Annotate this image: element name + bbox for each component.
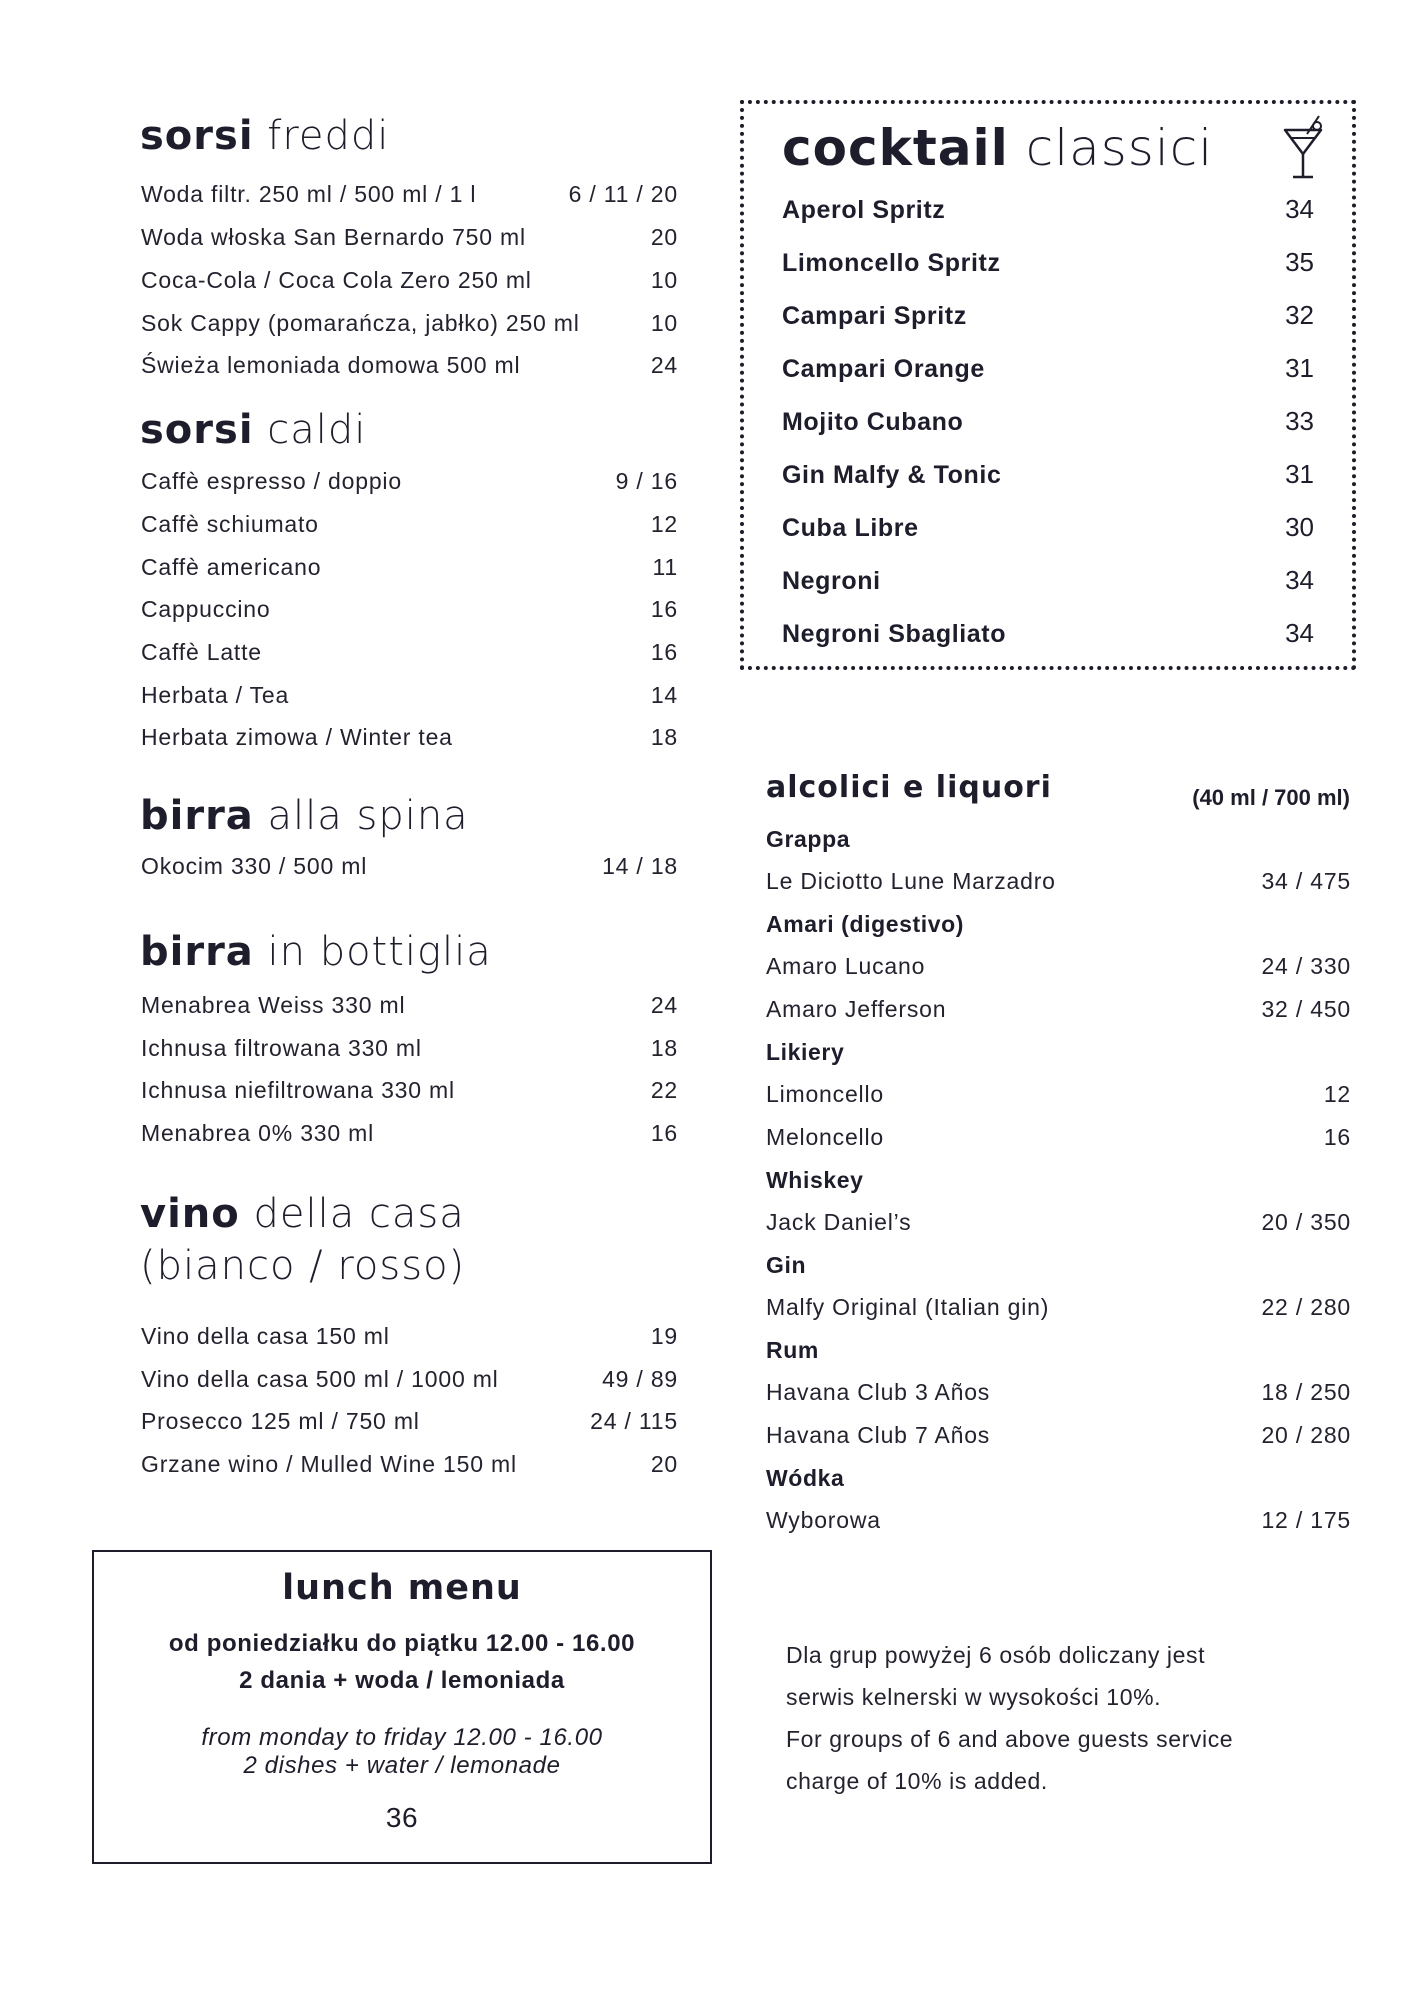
list-item xyxy=(766,1081,1351,1108)
item-price: 34 xyxy=(1285,618,1314,648)
item-price: 22 / 280 xyxy=(1261,1294,1351,1320)
item-name: Okocim 330 / 500 ml xyxy=(141,853,368,879)
item-price: 9 / 16 xyxy=(615,468,678,494)
list-item xyxy=(782,247,1314,278)
section-title-sorsi-freddi: sorsi freddi xyxy=(140,113,390,159)
item-name: Woda filtr. 250 ml / 500 ml / 1 l xyxy=(141,181,477,207)
lunch-title: lunch menu xyxy=(282,1568,522,1608)
cocktail-glass-icon xyxy=(1281,114,1325,189)
list-item xyxy=(766,953,1351,980)
list-item xyxy=(782,618,1314,649)
item-price: 16 xyxy=(650,1120,678,1146)
item-name: Świeża lemoniada domowa 500 ml xyxy=(141,352,521,378)
item-price: 34 xyxy=(1285,194,1314,224)
list-item xyxy=(141,468,678,495)
item-name: Cuba Libre xyxy=(782,514,919,542)
list-item xyxy=(766,1209,1351,1236)
item-price: 34 / 475 xyxy=(1261,868,1351,894)
list-item xyxy=(141,682,678,709)
item-name: Menabrea 0% 330 ml xyxy=(141,1120,375,1146)
list-item xyxy=(141,1408,678,1435)
item-name: Caffè americano xyxy=(141,554,322,580)
item-price: 14 xyxy=(650,682,678,708)
item-name: Gin Malfy & Tonic xyxy=(782,461,1002,489)
item-name: Havana Club 3 Años xyxy=(766,1379,991,1405)
list-item xyxy=(782,459,1314,490)
item-price: 16 xyxy=(1323,1124,1351,1150)
list-item xyxy=(782,353,1314,384)
list-item xyxy=(141,992,678,1019)
item-name: Negroni Sbagliato xyxy=(782,620,1007,648)
item-price: 6 / 11 / 20 xyxy=(568,181,678,207)
item-price: 14 / 18 xyxy=(602,853,678,879)
item-name: Negroni xyxy=(782,567,881,595)
item-price: 49 / 89 xyxy=(602,1366,678,1392)
item-name: Wyborowa xyxy=(766,1507,881,1533)
item-price: 12 xyxy=(650,511,678,537)
lunch-line-en-2: 2 dishes + water / lemonade xyxy=(243,1752,561,1779)
group-header: Grappa xyxy=(766,826,851,852)
list-item xyxy=(766,1379,1351,1406)
list-item xyxy=(766,1422,1351,1449)
list-item xyxy=(141,1323,678,1350)
item-price: 31 xyxy=(1285,353,1314,383)
list-item xyxy=(141,352,678,379)
item-name: Amaro Lucano xyxy=(766,953,926,979)
list-item xyxy=(766,1294,1351,1321)
item-name: Caffè Latte xyxy=(141,639,262,665)
item-price: 24 xyxy=(650,992,678,1018)
item-price: 19 xyxy=(650,1323,678,1349)
note-line: serwis kelnerski w wysokości 10%. xyxy=(786,1684,1162,1710)
item-name: Caffè schiumato xyxy=(141,511,319,537)
item-name: Limoncello Spritz xyxy=(782,249,1001,277)
group-header: Amari (digestivo) xyxy=(766,911,965,937)
item-price: 22 xyxy=(650,1077,678,1103)
item-name: Aperol Spritz xyxy=(782,196,946,224)
item-name: Mojito Cubano xyxy=(782,408,964,436)
list-item xyxy=(141,1120,678,1147)
item-price: 30 xyxy=(1285,512,1314,542)
item-price: 18 / 250 xyxy=(1261,1379,1351,1405)
list-item xyxy=(141,1451,678,1478)
item-price: 24 xyxy=(650,352,678,378)
unit-label: (40 ml / 700 ml) xyxy=(1192,785,1350,810)
item-name: Ichnusa filtrowana 330 ml xyxy=(141,1035,422,1061)
item-price: 24 / 330 xyxy=(1261,953,1351,979)
item-name: Prosecco 125 ml / 750 ml xyxy=(141,1408,420,1434)
list-item xyxy=(141,1077,678,1104)
item-name: Meloncello xyxy=(766,1124,884,1150)
list-item xyxy=(141,511,678,538)
section-title-cocktail: cocktail classici xyxy=(782,119,1214,177)
item-name: Jack Daniel’s xyxy=(766,1209,912,1235)
item-name: Malfy Original (Italian gin) xyxy=(766,1294,1050,1320)
item-name: Le Diciotto Lune Marzadro xyxy=(766,868,1056,894)
note-line: charge of 10% is added. xyxy=(786,1768,1048,1794)
item-price: 18 xyxy=(650,724,678,750)
list-item xyxy=(782,406,1314,437)
list-item xyxy=(141,224,678,251)
item-price: 20 xyxy=(650,1451,678,1477)
item-name: Campari Orange xyxy=(782,355,985,383)
note-line: For groups of 6 and above guests service xyxy=(786,1726,1234,1752)
item-price: 34 xyxy=(1285,565,1314,595)
item-price: 16 xyxy=(650,596,678,622)
list-item xyxy=(766,1124,1351,1151)
item-price: 11 xyxy=(652,554,678,580)
list-item xyxy=(782,194,1314,225)
item-price: 12 xyxy=(1323,1081,1351,1107)
item-price: 12 / 175 xyxy=(1261,1507,1351,1533)
list-item xyxy=(141,1035,678,1062)
list-item xyxy=(766,1507,1351,1534)
section-title-birra-spina: birra alla spina xyxy=(140,793,469,839)
item-price: 32 xyxy=(1285,300,1314,330)
list-item xyxy=(141,181,678,208)
item-name: Vino della casa 150 ml xyxy=(141,1323,390,1349)
list-item xyxy=(141,853,678,880)
item-price: 35 xyxy=(1285,247,1314,277)
list-item xyxy=(141,1366,678,1393)
item-price: 32 / 450 xyxy=(1261,996,1351,1022)
item-name: Grzane wino / Mulled Wine 150 ml xyxy=(141,1451,517,1477)
item-name: Herbata / Tea xyxy=(141,682,290,708)
group-header: Rum xyxy=(766,1337,819,1363)
lunch-line-en-1: from monday to friday 12.00 - 16.00 xyxy=(201,1724,603,1751)
item-name: Amaro Jefferson xyxy=(766,996,947,1022)
list-item xyxy=(782,565,1314,596)
item-price: 20 / 280 xyxy=(1261,1422,1351,1448)
item-name: Sok Cappy (pomarańcza, jabłko) 250 ml xyxy=(141,310,580,336)
lunch-price: 36 xyxy=(385,1802,419,1833)
cocktail-box xyxy=(740,100,1356,670)
note-line: Dla grup powyżej 6 osób doliczany jest xyxy=(786,1642,1206,1668)
item-price: 20 xyxy=(650,224,678,250)
item-price: 20 / 350 xyxy=(1261,1209,1351,1235)
section-title-birra-bottiglia: birra in bottiglia xyxy=(140,929,492,975)
list-item xyxy=(141,596,678,623)
section-title-alcolici: alcolici e liquori xyxy=(766,770,1052,805)
item-name: Campari Spritz xyxy=(782,302,967,330)
group-header: Whiskey xyxy=(766,1167,864,1193)
list-item xyxy=(141,554,678,581)
list-item xyxy=(766,868,1351,895)
item-price: 24 / 115 xyxy=(590,1408,678,1434)
item-price: 18 xyxy=(650,1035,678,1061)
item-name: Havana Club 7 Años xyxy=(766,1422,991,1448)
section-subtitle-vino: (bianco / rosso) xyxy=(140,1243,466,1289)
lunch-menu-box xyxy=(92,1550,712,1864)
group-header: Likiery xyxy=(766,1039,845,1065)
section-title-sorsi-caldi: sorsi caldi xyxy=(140,407,367,453)
list-item xyxy=(766,996,1351,1023)
item-price: 31 xyxy=(1285,459,1314,489)
service-charge-note xyxy=(786,1634,1326,1802)
group-header: Wódka xyxy=(766,1465,845,1491)
item-name: Limoncello xyxy=(766,1081,884,1107)
item-name: Vino della casa 500 ml / 1000 ml xyxy=(141,1366,499,1392)
item-name: Woda włoska San Bernardo 750 ml xyxy=(141,224,526,250)
item-name: Herbata zimowa / Winter tea xyxy=(141,724,453,750)
item-name: Coca-Cola / Coca Cola Zero 250 ml xyxy=(141,267,532,293)
list-item xyxy=(782,300,1314,331)
item-price: 10 xyxy=(650,267,678,293)
section-title-vino: vino della casa xyxy=(140,1191,465,1237)
item-price: 10 xyxy=(650,310,678,336)
list-item xyxy=(141,724,678,751)
item-name: Caffè espresso / doppio xyxy=(141,468,402,494)
group-header: Gin xyxy=(766,1252,807,1278)
lunch-line-pl-2: 2 dania + woda / lemoniada xyxy=(239,1667,565,1694)
list-item xyxy=(141,639,678,666)
item-name: Ichnusa niefiltrowana 330 ml xyxy=(141,1077,455,1103)
lunch-line-pl-1: od poniedziałku do piątku 12.00 - 16.00 xyxy=(168,1630,636,1657)
item-price: 33 xyxy=(1285,406,1314,436)
item-name: Menabrea Weiss 330 ml xyxy=(141,992,406,1018)
item-name: Cappuccino xyxy=(141,596,271,622)
list-item xyxy=(141,310,678,337)
list-item xyxy=(782,512,1314,543)
list-item xyxy=(141,267,678,294)
item-price: 16 xyxy=(650,639,678,665)
